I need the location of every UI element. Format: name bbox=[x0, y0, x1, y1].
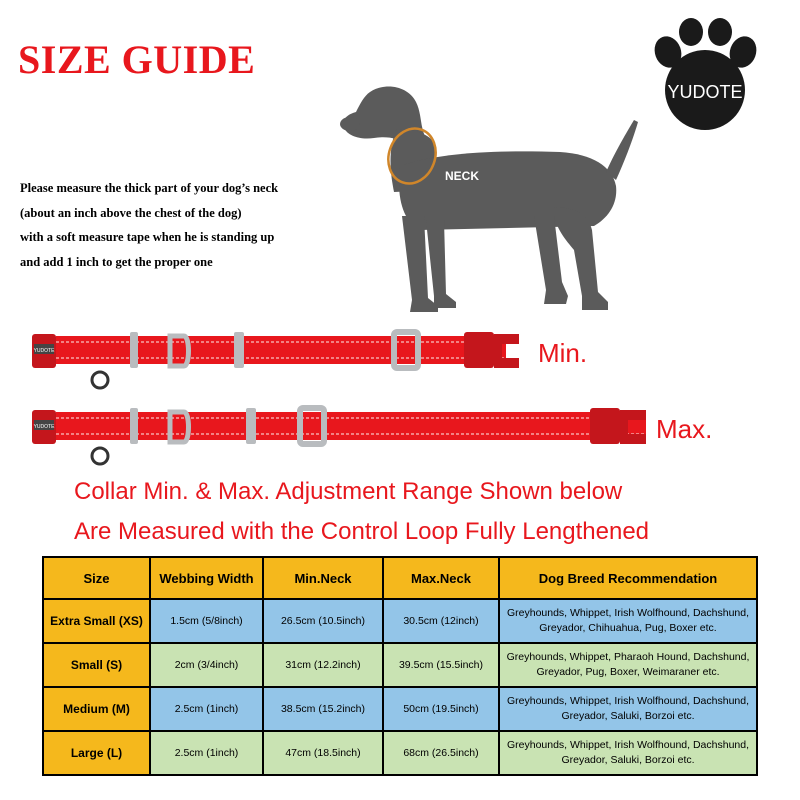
min-neck-cell: 47cm (18.5inch) bbox=[263, 731, 383, 775]
width-cell: 2cm (3/4inch) bbox=[150, 643, 263, 687]
header-max-neck: Max.Neck bbox=[383, 557, 499, 599]
breed-line: Greyador, Pug, Boxer, Weimaraner etc. bbox=[536, 666, 720, 678]
collar-max-label: Max. bbox=[656, 414, 713, 444]
table-row bbox=[43, 599, 757, 643]
header-size: Size bbox=[43, 557, 150, 599]
collar-max-image bbox=[24, 398, 664, 468]
collar-min-image bbox=[24, 322, 564, 392]
breed-cell bbox=[499, 643, 757, 687]
breed-line: Greyador, Saluki, Borzoi etc. bbox=[561, 710, 695, 722]
header-min-neck: Min.Neck bbox=[263, 557, 383, 599]
max-neck-cell: 50cm (19.5inch) bbox=[383, 687, 499, 731]
breed-line: Greyhounds, Whippet, Irish Wolfhound, Dachshund, bbox=[506, 739, 750, 751]
breed-line: Greyhounds, Whippet, Irish Wolfhound, Dachshund, bbox=[506, 607, 750, 619]
dog-silhouette-icon bbox=[330, 80, 640, 315]
breed-line: Greyhounds, Whippet, Pharaoh Hound, Dachshund, bbox=[506, 651, 750, 663]
instruction-line: Please measure the thick part of your dog’s neck bbox=[20, 181, 279, 195]
instruction-line: (about an inch above the chest of the dog) bbox=[20, 205, 242, 220]
instruction-line: and add 1 inch to get the proper one bbox=[20, 254, 213, 269]
neck-label: NECK bbox=[444, 169, 480, 183]
table-row bbox=[43, 731, 757, 775]
size-cell: Extra Small (XS) bbox=[43, 599, 150, 643]
min-neck-cell: 31cm (12.2inch) bbox=[263, 643, 383, 687]
width-cell: 1.5cm (5/8inch) bbox=[150, 599, 263, 643]
table-row bbox=[43, 643, 757, 687]
range-note-line1: Collar Min. & Max. Adjustment Range Shown below bbox=[74, 478, 623, 505]
breed-cell bbox=[499, 599, 757, 643]
buckle-brand-text: YUDOTE bbox=[33, 424, 55, 430]
size-table bbox=[42, 556, 758, 776]
breed-cell bbox=[499, 731, 757, 775]
min-neck-cell: 26.5cm (10.5inch) bbox=[263, 599, 383, 643]
max-neck-cell: 39.5cm (15.5inch) bbox=[383, 643, 499, 687]
collar-min-label: Min. bbox=[538, 338, 588, 368]
width-cell: 2.5cm (1inch) bbox=[150, 731, 263, 775]
breed-cell bbox=[499, 687, 757, 731]
max-neck-cell: 30.5cm (12inch) bbox=[383, 599, 499, 643]
width-cell: 2.5cm (1inch) bbox=[150, 687, 263, 731]
logo-text: YUDOTE bbox=[667, 82, 743, 102]
table-row bbox=[43, 687, 757, 731]
header-webbing-width: Webbing Width bbox=[150, 557, 263, 599]
range-note-line2: Are Measured with the Control Loop Fully Lengthened bbox=[74, 518, 650, 545]
breed-line: Greyhounds, Whippet, Irish Wolfhound, Dachshund, bbox=[506, 695, 750, 707]
instruction-line: with a soft measure tape when he is standing up bbox=[20, 230, 275, 244]
size-cell: Large (L) bbox=[43, 731, 150, 775]
table-header-row bbox=[43, 557, 757, 599]
size-cell: Small (S) bbox=[43, 643, 150, 687]
header-breed: Dog Breed Recommendation bbox=[499, 557, 757, 599]
max-neck-cell: 68cm (26.5inch) bbox=[383, 731, 499, 775]
breed-line: Greyador, Chihuahua, Pug, Boxer etc. bbox=[539, 622, 717, 634]
size-cell: Medium (M) bbox=[43, 687, 150, 731]
breed-line: Greyador, Saluki, Borzoi etc. bbox=[561, 754, 695, 766]
paw-logo-icon bbox=[646, 18, 764, 136]
buckle-brand-text: YUDOTE bbox=[33, 348, 55, 354]
min-neck-cell: 38.5cm (15.2inch) bbox=[263, 687, 383, 731]
page-title: SIZE GUIDE bbox=[18, 37, 256, 82]
measure-instructions bbox=[20, 176, 278, 274]
